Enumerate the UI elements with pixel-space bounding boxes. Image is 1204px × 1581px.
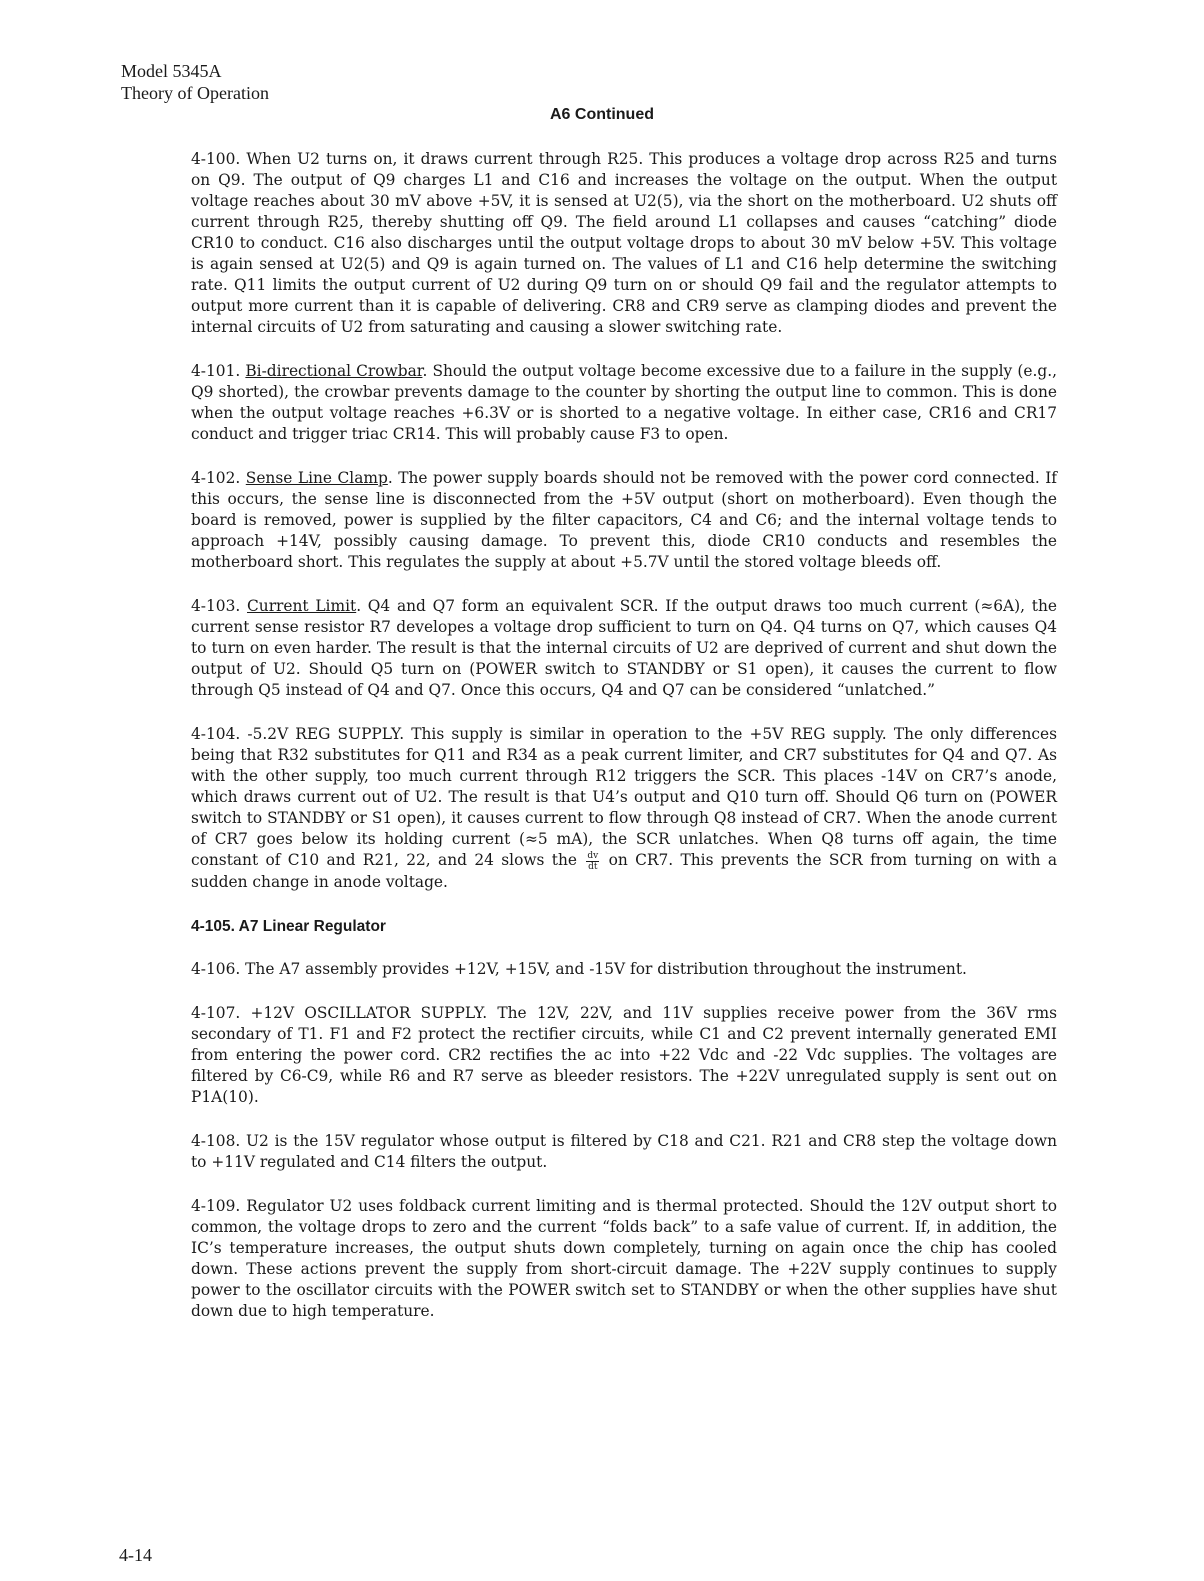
subheading-sense-line-clamp: Sense Line Clamp (245, 469, 388, 487)
paragraph-4-100: 4-100. When U2 turns on, it draws current through R25. This produces a voltage drop across R25 and turns on Q9. The output of Q9 charges L1 and C16 and increases the voltage on the output. When the output voltage reaches about 30 mV above +5V, it is sensed at U2(5), via the short on the motherboard. U2 shuts off current through R25, thereby shutting off Q9. The field around L1 collapses and causes “catching” diode CR10 to conduct. C16 also discharges until the output voltage drops to about 30 mV below +5V. This voltage is again sensed at U2(5) and Q9 is again turned on. The values of L1 and C16 help determine the switching rate. Q11 limits the output current of U2 during Q9 turn on or should Q9 fail and the regulator attempts to output more current than it is capable of delivering. CR8 and CR9 serve as clamping diodes and prevent the internal circuits of U2 from saturating and causing a slower switching rate. (191, 150, 1057, 336)
paragraph-4-103 (191, 596, 1057, 701)
paragraph-text: 4-104. -5.2V REG SUPPLY. This supply is similar in operation to the +5V REG supply. The only differences being that R32 substitutes for Q11 and R34 as a peak current limiter, and CR7 substitutes for Q4 and Q7. As with the other supply, too much current through R12 triggers the SCR. This places -14V on CR7’s anode, which draws current out of U2. The result is that U4’s output and Q10 turn off. Should Q6 turn on (POWER switch to STANDBY or S1 open), it causes current to flow through Q8 instead of CR7. When the anode current of CR7 goes below its holding current (≈5 mA), the SCR unlatches. When Q8 turns off again, the time constant of C10 and R21, 22, and 24 slows the (191, 725, 1057, 869)
paragraph-4-107: 4-107. +12V OSCILLATOR SUPPLY. The 12V, 22V, and 11V supplies receive power from the 36V rms secondary of T1. F1 and F2 protect the rectifier circuits, while C1 and C2 prevent internally generated EMI from entering the power cord. CR2 rectifies the ac into +22 Vdc and -22 Vdc supplies. The voltages are filtered by C6-C9, while R6 and R7 serve as bleeder resistors. The +22V unregulated supply is sent out on P1A(10). (191, 1003, 1057, 1106)
paragraph-4-101 (191, 361, 1057, 445)
fraction-denominator: dt (588, 861, 598, 872)
paragraph-4-102 (191, 468, 1057, 573)
page-number: 4-14 (119, 1545, 152, 1565)
paragraph-4-106: 4-106. The A7 assembly provides +12V, +15V, and -15V for distribution throughout the instrument. (191, 959, 967, 978)
page-body (191, 149, 1057, 1345)
paragraph-4-108: 4-108. U2 is the 15V regulator whose output is filtered by C18 and C21. R21 and CR8 step the voltage down to +11V regulated and C14 filters the output. (191, 1131, 1057, 1171)
paragraph-number: 4-102. (191, 469, 241, 487)
heading-4-105: 4-105. A7 Linear Regulator (191, 917, 386, 935)
paragraph-number: 4-103. (191, 597, 241, 615)
paragraph-text: . Q4 and Q7 form an equivalent SCR. If the output draws too much current (≈6A), the current sense resistor R7 developes a voltage drop sufficient to turn on Q4. Q4 turns on Q7, which causes Q4 to turn on even harder. The result is that the internal circuits of U2 are deprived of current and shut down the output of U2. Should Q5 turn on (POWER switch to STANDBY or S1 open), it causes the current to flow through Q5 instead of Q4 and Q7. Once this occurs, Q4 and Q7 can be considered “unlatched.” (191, 597, 1057, 699)
fraction-numerator: dv (587, 850, 599, 861)
paragraph-text: . Should the output voltage become excessive due to a failure in the supply (e.g., Q9 shorted), the crowbar prevents damage to the counter by shorting the output line to common. This is done when the output voltage reaches +6.3V or is shorted to a negative voltage. In either case, CR16 and CR17 conduct and trigger triac CR14. This will probably cause F3 to open. (191, 362, 1057, 443)
dv-dt-fraction (586, 851, 599, 872)
subheading-current-limit: Current Limit (247, 597, 357, 615)
paragraph-4-104 (191, 724, 1057, 893)
paragraph-text: . The power supply boards should not be removed with the power cord connected. If this occurs, the sense line is disconnected from the +5V output (short on motherboard). Even though the board is removed, power is supplied by the filter capacitors, C4 and C6; and the internal voltage tends to approach +14V, possibly causing damage. To prevent this, diode CR10 conducts and resembles the motherboard short. This regulates the supply at about +5.7V until the stored voltage bleeds off. (191, 469, 1057, 571)
section-title: A6 Continued (550, 106, 654, 123)
paragraph-4-109: 4-109. Regulator U2 uses foldback current limiting and is thermal protected. Should the 12V output short to common, the voltage drops to zero and the current “folds back” to a safe value of current. If, in addition, the IC’s temperature increases, the output shuts down completely, turning on again once the chip has cooled down. These actions prevent the supply from short-circuit damage. The +22V supply continues to supply power to the oscillator circuits with the POWER switch set to STANDBY or when the other supplies have shut down due to high temperature. (191, 1196, 1057, 1320)
header-model: Model 5345A (121, 61, 222, 81)
paragraph-number: 4-101. (191, 362, 241, 380)
paragraph-text: on CR7. This prevents the SCR from turning on with a sudden change in anode voltage. (191, 851, 1058, 891)
subheading-crowbar: Bi-directional Crowbar (245, 362, 423, 380)
header-subtitle: Theory of Operation (121, 83, 269, 103)
